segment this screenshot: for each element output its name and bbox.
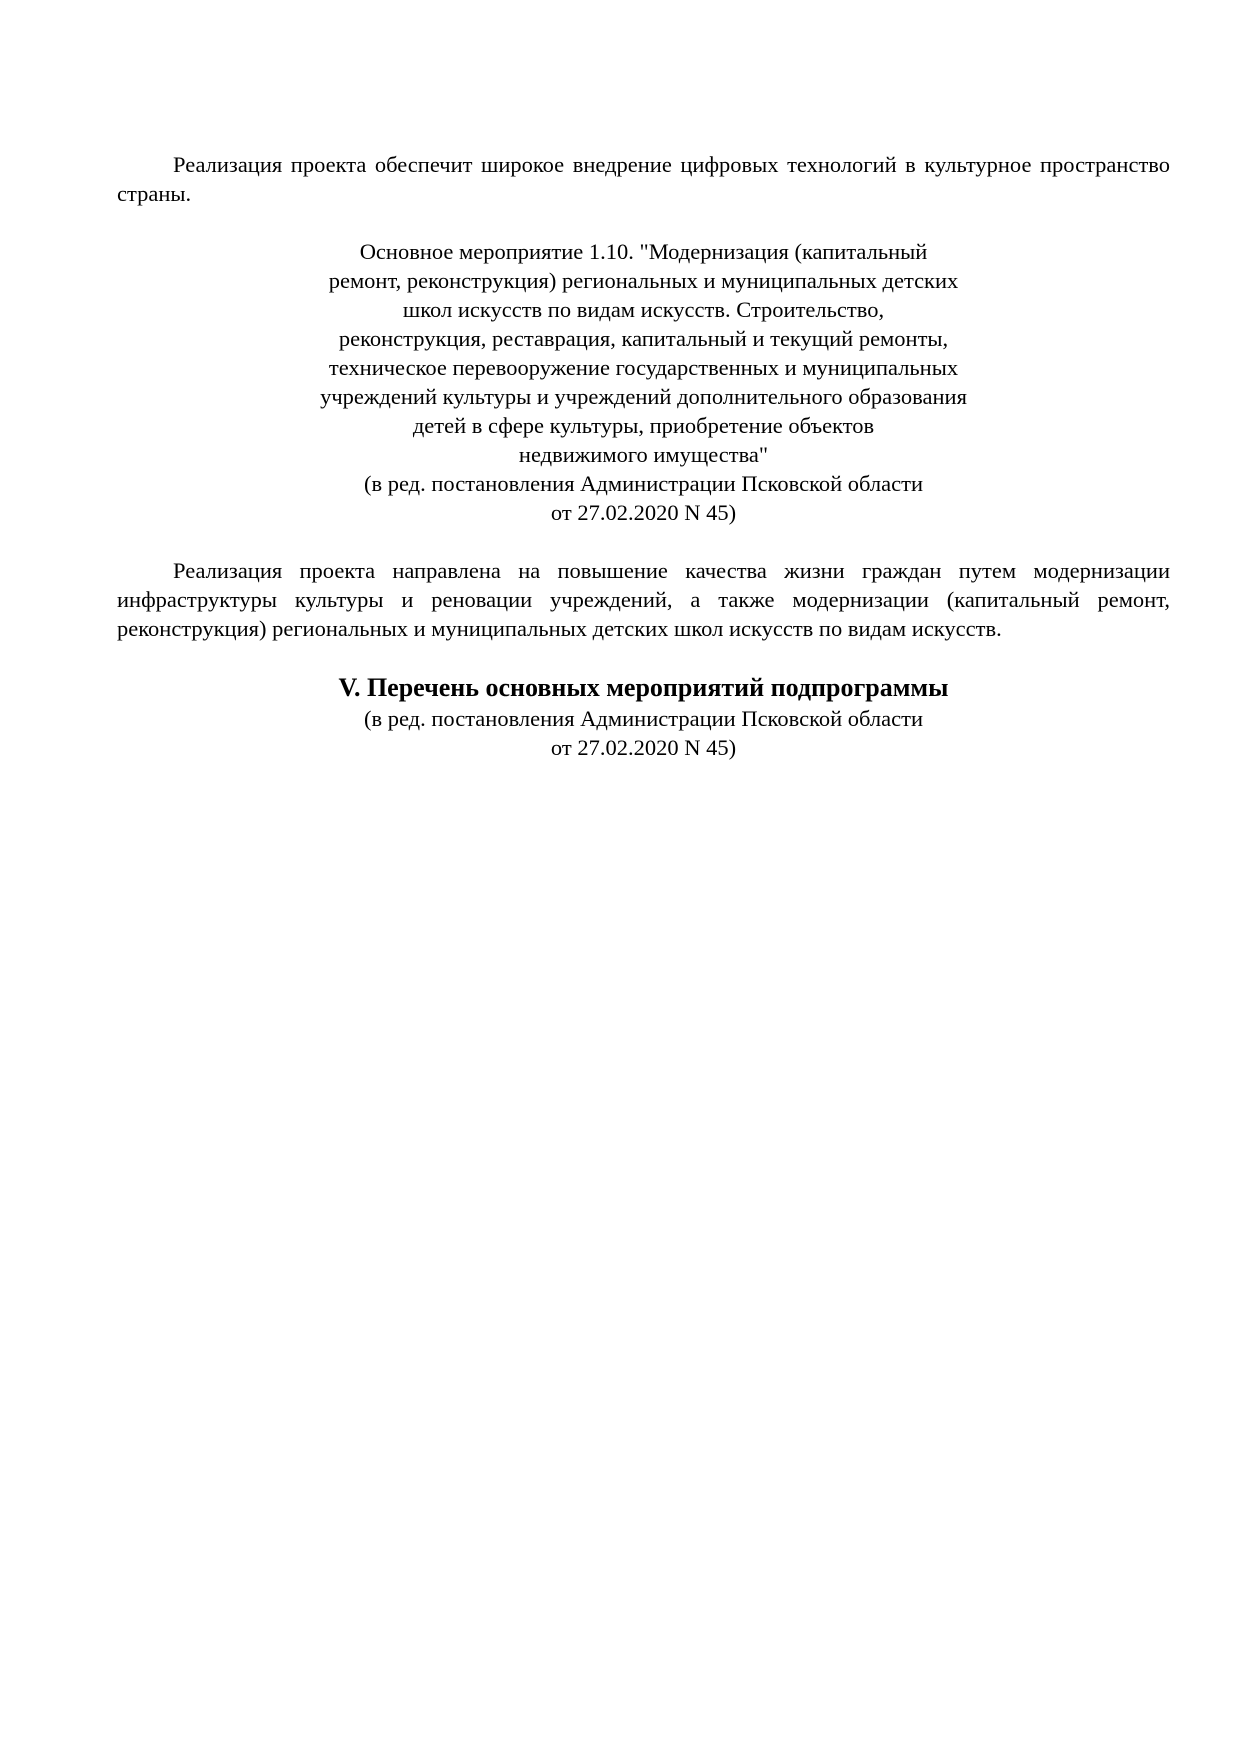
measure-title-line: детей в сфере культуры, приобретение объектов xyxy=(412,413,875,438)
paragraph-project-quality-of-life: Реализация проекта направлена на повышение качества жизни граждан путем модернизации инфраструктуры культуры и реновации учреждений, а также модернизации (капитальный ремонт, реконструкция) региональных и муниципальных детских школ искусств по видам искусств. xyxy=(117,558,1170,641)
measure-title-line: недвижимого имущества" xyxy=(518,442,769,467)
measure-title-line: школ искусств по видам искусств. Строительство, xyxy=(402,297,885,322)
section-v-heading: V. Перечень основных мероприятий подпрограммы xyxy=(338,673,949,702)
measure-title-line: техническое перевооружение государственных и муниципальных xyxy=(328,355,959,380)
measure-1-10-block xyxy=(117,237,1170,527)
spacer xyxy=(117,527,1170,556)
section-v-amendment-note xyxy=(117,704,1170,762)
measure-title-line: реконструкция, реставрация, капитальный и текущий ремонты, xyxy=(338,326,949,351)
amendment-note-line: (в ред. постановления Администрации Псковской области xyxy=(363,706,923,731)
amendment-note-line: от 27.02.2020 N 45) xyxy=(550,735,737,760)
measure-title-line: учреждений культуры и учреждений дополнительного образования xyxy=(320,384,967,409)
amendment-note-line: (в ред. постановления Администрации Псковской области xyxy=(363,471,923,496)
amendment-note-line: от 27.02.2020 N 45) xyxy=(550,500,737,525)
measure-title-line: ремонт, реконструкция) региональных и муниципальных детских xyxy=(328,268,959,293)
document-page xyxy=(117,150,1170,762)
measure-title-line: Основное мероприятие 1.10. "Модернизация (капитальный xyxy=(359,239,928,264)
paragraph-digital-technologies: Реализация проекта обеспечит широкое внедрение цифровых технологий в культурное пространство страны. xyxy=(117,152,1170,206)
